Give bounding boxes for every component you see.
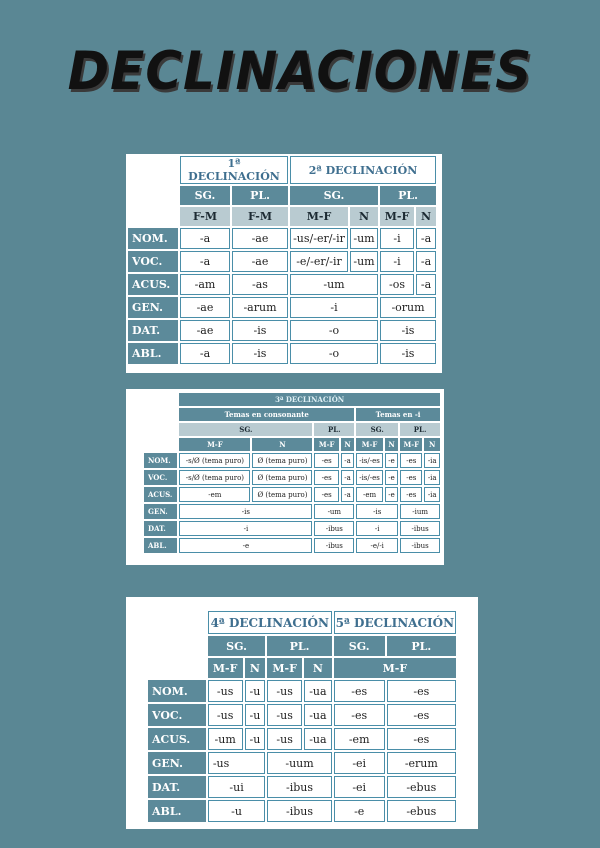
- ending-cell: -a: [341, 453, 354, 468]
- table-row: [148, 776, 456, 798]
- ending-cell: -em: [334, 728, 385, 750]
- header-pl: PL.: [387, 636, 456, 656]
- table-row: [128, 228, 436, 249]
- ending-cell: -is: [380, 320, 436, 341]
- ending-cell: -ae: [232, 251, 288, 272]
- gender-header: M-F: [314, 438, 338, 451]
- ending-cell: -uum: [267, 752, 331, 774]
- table-card-decl-4-5: [126, 597, 478, 829]
- ending-cell: -e: [385, 470, 398, 485]
- ending-cell: -es: [334, 680, 385, 702]
- ending-cell: -us: [208, 704, 243, 726]
- header-sg: SG.: [180, 186, 230, 205]
- header-sg: SG.: [208, 636, 266, 656]
- ending-cell: -ibus: [400, 521, 440, 536]
- case-label: VOC.: [144, 470, 177, 485]
- case-label: DAT.: [144, 521, 177, 536]
- table-row: [144, 453, 440, 468]
- gender-header: N: [304, 658, 332, 678]
- ending-cell: -um: [350, 251, 378, 272]
- table-row: [148, 704, 456, 726]
- ending-cell: -um: [350, 228, 378, 249]
- header-sg: SG.: [334, 636, 385, 656]
- case-label: NOM.: [148, 680, 206, 702]
- case-label: ACUS.: [144, 487, 177, 502]
- header-decl-1: 1ª DECLINACIÓN: [180, 156, 288, 184]
- table-row: [128, 274, 436, 295]
- ending-cell: -a: [341, 470, 354, 485]
- ending-cell: -is: [356, 504, 398, 519]
- ending-cell: -ae: [180, 320, 230, 341]
- ending-cell: Ø (tema puro): [252, 453, 312, 468]
- ending-cell: -i: [179, 521, 312, 536]
- declension-table-3: [142, 391, 442, 555]
- ending-cell: -s/Ø (tema puro): [179, 470, 250, 485]
- ending-cell: -ia: [424, 470, 440, 485]
- ending-cell: -a: [416, 251, 436, 272]
- ending-cell: -es: [400, 453, 422, 468]
- ending-cell: Ø (tema puro): [252, 487, 312, 502]
- ending-cell: -es: [334, 704, 385, 726]
- ending-cell: -ua: [304, 728, 332, 750]
- ending-cell: -es: [387, 680, 456, 702]
- ending-cell: -i: [380, 228, 414, 249]
- case-label: DAT.: [148, 776, 206, 798]
- ending-cell: -u: [245, 728, 266, 750]
- ending-cell: -u: [245, 680, 266, 702]
- declension-table-4-5: [146, 609, 458, 824]
- ending-cell: -is/-es: [356, 453, 383, 468]
- ending-cell: -am: [180, 274, 230, 295]
- table-row: [144, 470, 440, 485]
- case-label: ABL.: [128, 343, 178, 364]
- ending-cell: -o: [290, 343, 378, 364]
- case-label: ACUS.: [128, 274, 178, 295]
- header-pl: PL.: [232, 186, 288, 205]
- ending-cell: -a: [180, 251, 230, 272]
- gender-header: F-M: [180, 207, 230, 226]
- ending-cell: -u: [245, 704, 266, 726]
- table-row: [144, 487, 440, 502]
- gender-header: M-F: [290, 207, 348, 226]
- header-decl-2: 2ª DECLINACIÓN: [290, 156, 436, 184]
- ending-cell: -e: [334, 800, 385, 822]
- case-label: ABL.: [148, 800, 206, 822]
- table-card-decl-1-2: [126, 154, 442, 373]
- table-row: [148, 800, 456, 822]
- case-label: NOM.: [128, 228, 178, 249]
- ending-cell: -es: [387, 704, 456, 726]
- ending-cell: -ui: [208, 776, 266, 798]
- ending-cell: -a: [341, 487, 354, 502]
- table-row: [144, 521, 440, 536]
- ending-cell: -us/-er/-ir: [290, 228, 348, 249]
- ending-cell: -a: [180, 343, 230, 364]
- ending-cell: Ø (tema puro): [252, 470, 312, 485]
- ending-cell: -e: [179, 538, 312, 553]
- ending-cell: -e/-i: [356, 538, 398, 553]
- gender-header: N: [385, 438, 398, 451]
- ending-cell: -os: [380, 274, 414, 295]
- ending-cell: -ibus: [314, 538, 354, 553]
- ending-cell: -a: [180, 228, 230, 249]
- ending-cell: -ibus: [314, 521, 354, 536]
- case-label: VOC.: [128, 251, 178, 272]
- ending-cell: -us: [208, 752, 266, 774]
- gender-header: M-F: [267, 658, 302, 678]
- ending-cell: -ia: [424, 487, 440, 502]
- table-row: [128, 251, 436, 272]
- ending-cell: -es: [400, 470, 422, 485]
- case-label: ABL.: [144, 538, 177, 553]
- table-row: [148, 728, 456, 750]
- gender-header: N: [245, 658, 266, 678]
- ending-cell: -es: [314, 453, 338, 468]
- header-sg: SG.: [179, 423, 312, 436]
- gender-header: M-F: [208, 658, 243, 678]
- ending-cell: -as: [232, 274, 288, 295]
- ending-cell: -ibus: [267, 800, 331, 822]
- ending-cell: -ei: [334, 776, 385, 798]
- ending-cell: -ei: [334, 752, 385, 774]
- ending-cell: -es: [400, 487, 422, 502]
- ending-cell: -um: [314, 504, 354, 519]
- table-card-decl-3: [126, 389, 444, 565]
- ending-cell: -ium: [400, 504, 440, 519]
- header-temas-i: Temas en -i: [356, 408, 440, 421]
- header-pl: PL.: [267, 636, 331, 656]
- gender-header: N: [424, 438, 440, 451]
- ending-cell: -i: [290, 297, 378, 318]
- ending-cell: -u: [208, 800, 266, 822]
- ending-cell: -em: [356, 487, 383, 502]
- case-label: GEN.: [144, 504, 177, 519]
- header-sg: SG.: [290, 186, 378, 205]
- ending-cell: -ibus: [400, 538, 440, 553]
- ending-cell: -us: [267, 704, 302, 726]
- gender-header: M-F: [380, 207, 414, 226]
- gender-header: N: [416, 207, 436, 226]
- case-label: VOC.: [148, 704, 206, 726]
- gender-header: N: [341, 438, 354, 451]
- gender-header: M-F: [334, 658, 456, 678]
- ending-cell: -is: [179, 504, 312, 519]
- ending-cell: -a: [416, 228, 436, 249]
- table-row: [144, 504, 440, 519]
- ending-cell: -ia: [424, 453, 440, 468]
- ending-cell: -ibus: [267, 776, 331, 798]
- ending-cell: -arum: [232, 297, 288, 318]
- header-pl: PL.: [380, 186, 436, 205]
- case-label: NOM.: [144, 453, 177, 468]
- gender-header: M-F: [400, 438, 422, 451]
- ending-cell: -s/Ø (tema puro): [179, 453, 250, 468]
- table-row: [128, 343, 436, 364]
- gender-header: M-F: [356, 438, 383, 451]
- ending-cell: -is: [232, 320, 288, 341]
- page-title: DECLINACIONES: [67, 40, 533, 102]
- ending-cell: -ae: [232, 228, 288, 249]
- ending-cell: -es: [314, 487, 338, 502]
- ending-cell: -es: [387, 728, 456, 750]
- gender-header: N: [252, 438, 312, 451]
- ending-cell: -e/-er/-ir: [290, 251, 348, 272]
- ending-cell: -is: [380, 343, 436, 364]
- table-row: [144, 538, 440, 553]
- ending-cell: -ae: [180, 297, 230, 318]
- case-label: GEN.: [148, 752, 206, 774]
- table-row: [128, 320, 436, 341]
- declension-table-1-2: [126, 154, 438, 366]
- ending-cell: -us: [208, 680, 243, 702]
- gender-header: N: [350, 207, 378, 226]
- ending-cell: -erum: [387, 752, 456, 774]
- ending-cell: -um: [290, 274, 378, 295]
- ending-cell: -us: [267, 728, 302, 750]
- header-sg: SG.: [356, 423, 398, 436]
- case-label: GEN.: [128, 297, 178, 318]
- header-temas-consonante: Temas en consonante: [179, 408, 354, 421]
- ending-cell: -e: [385, 453, 398, 468]
- ending-cell: -a: [416, 274, 436, 295]
- ending-cell: -i: [380, 251, 414, 272]
- gender-header: M-F: [179, 438, 250, 451]
- case-label: ACUS.: [148, 728, 206, 750]
- gender-header: F-M: [232, 207, 288, 226]
- ending-cell: -us: [267, 680, 302, 702]
- header-decl-4: 4ª DECLINACIÓN: [208, 611, 332, 634]
- header-decl-3: 3ª DECLINACIÓN: [179, 393, 440, 406]
- ending-cell: -ua: [304, 680, 332, 702]
- ending-cell: -es: [314, 470, 338, 485]
- header-decl-5: 5ª DECLINACIÓN: [334, 611, 456, 634]
- table-row: [148, 680, 456, 702]
- ending-cell: -ua: [304, 704, 332, 726]
- ending-cell: -is/-es: [356, 470, 383, 485]
- header-pl: PL.: [400, 423, 440, 436]
- ending-cell: -orum: [380, 297, 436, 318]
- ending-cell: -e: [385, 487, 398, 502]
- table-row: [128, 297, 436, 318]
- table-row: [148, 752, 456, 774]
- ending-cell: -ebus: [387, 800, 456, 822]
- ending-cell: -i: [356, 521, 398, 536]
- header-pl: PL.: [314, 423, 354, 436]
- ending-cell: -is: [232, 343, 288, 364]
- ending-cell: -um: [208, 728, 243, 750]
- ending-cell: -em: [179, 487, 250, 502]
- ending-cell: -o: [290, 320, 378, 341]
- ending-cell: -ebus: [387, 776, 456, 798]
- case-label: DAT.: [128, 320, 178, 341]
